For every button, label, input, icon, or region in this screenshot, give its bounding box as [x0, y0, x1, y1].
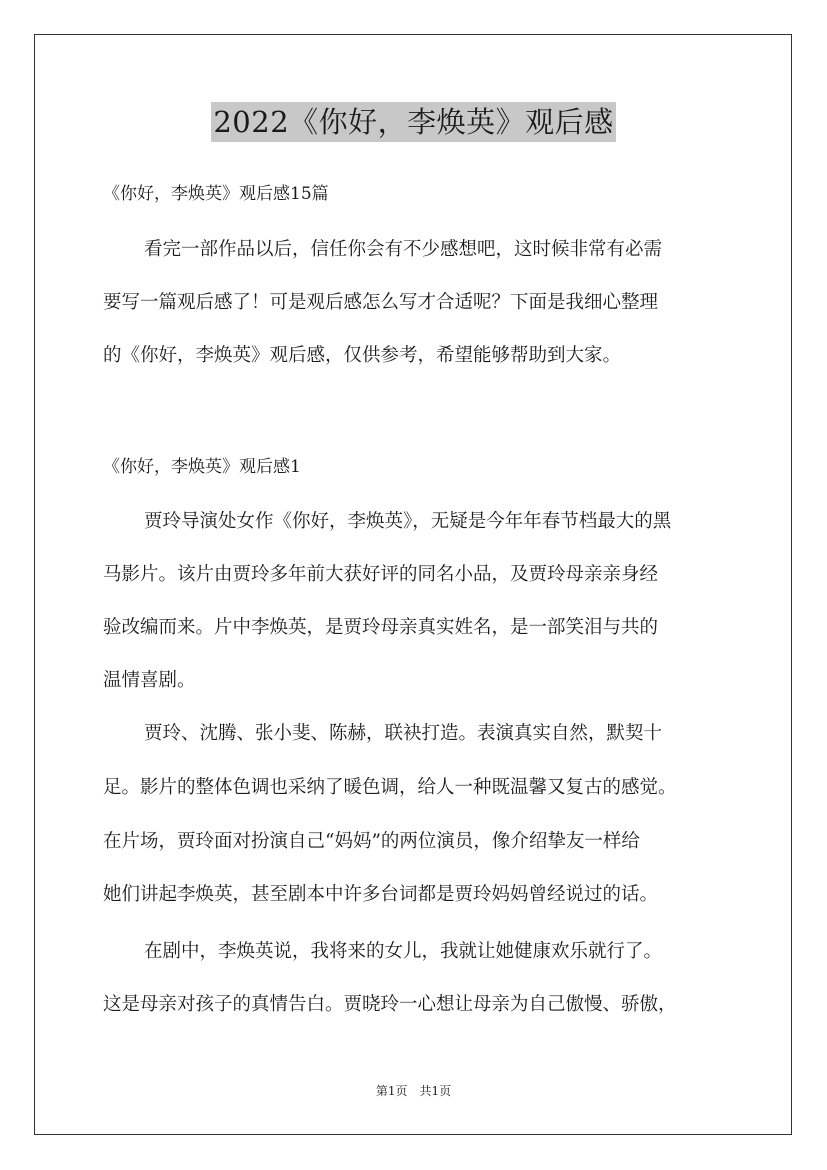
document-subtitle: 《你好，李焕英》观后感15篇 [103, 184, 329, 204]
paragraph-line: 贾玲、沈腾、张小斐、陈赫，联袂打造。表演真实自然，默契十 [144, 723, 663, 744]
intro-line: 看完一部作品以后，信任你会有不少感想吧，这时候非常有必需 [144, 239, 663, 260]
paragraph-line: 足。影片的整体色调也采纳了暖色调，给人一种既温馨又复古的感觉。 [103, 777, 677, 798]
intro-line: 的《你好，李焕英》观后感，仅供参考，希望能够帮助到大家。 [103, 345, 622, 366]
paragraph-line: 这是母亲对孩子的真情告白。贾晓玲一心想让母亲为自己傲慢、骄傲， [103, 994, 677, 1015]
paragraph-line: 温情喜剧。 [103, 670, 196, 691]
paragraph-line: 马影片。该片由贾玲多年前大获好评的同名小品，及贾玲母亲亲身经 [103, 564, 659, 585]
paragraph-line: 贾玲导演处女作《你好，李焕英》，无疑是今年年春节档最大的黑 [144, 511, 672, 532]
paragraph-line: 验改编而来。片中李焕英，是贾玲母亲真实姓名，是一部笑泪与共的 [103, 617, 659, 638]
paragraph-line: 在片场，贾玲面对扮演自己“妈妈”的两位演员，像介绍挚友一样给 [103, 831, 640, 852]
document-title-wrap [0, 102, 827, 142]
page-footer: 第1页 共1页 [375, 1084, 452, 1098]
paragraph-line: 在剧中，李焕英说，我将来的女儿，我就让她健康欢乐就行了。 [144, 941, 663, 962]
intro-line: 要写一篇观后感了！可是观后感怎么写才合适呢？下面是我细心整理 [103, 292, 659, 313]
section-heading: 《你好，李焕英》观后感1 [103, 457, 301, 477]
paragraph-line: 她们讲起李焕英，甚至剧本中许多台词都是贾玲妈妈曾经说过的话。 [103, 884, 659, 905]
document-title: 2022《你好，李焕英》观后感 [211, 102, 615, 142]
